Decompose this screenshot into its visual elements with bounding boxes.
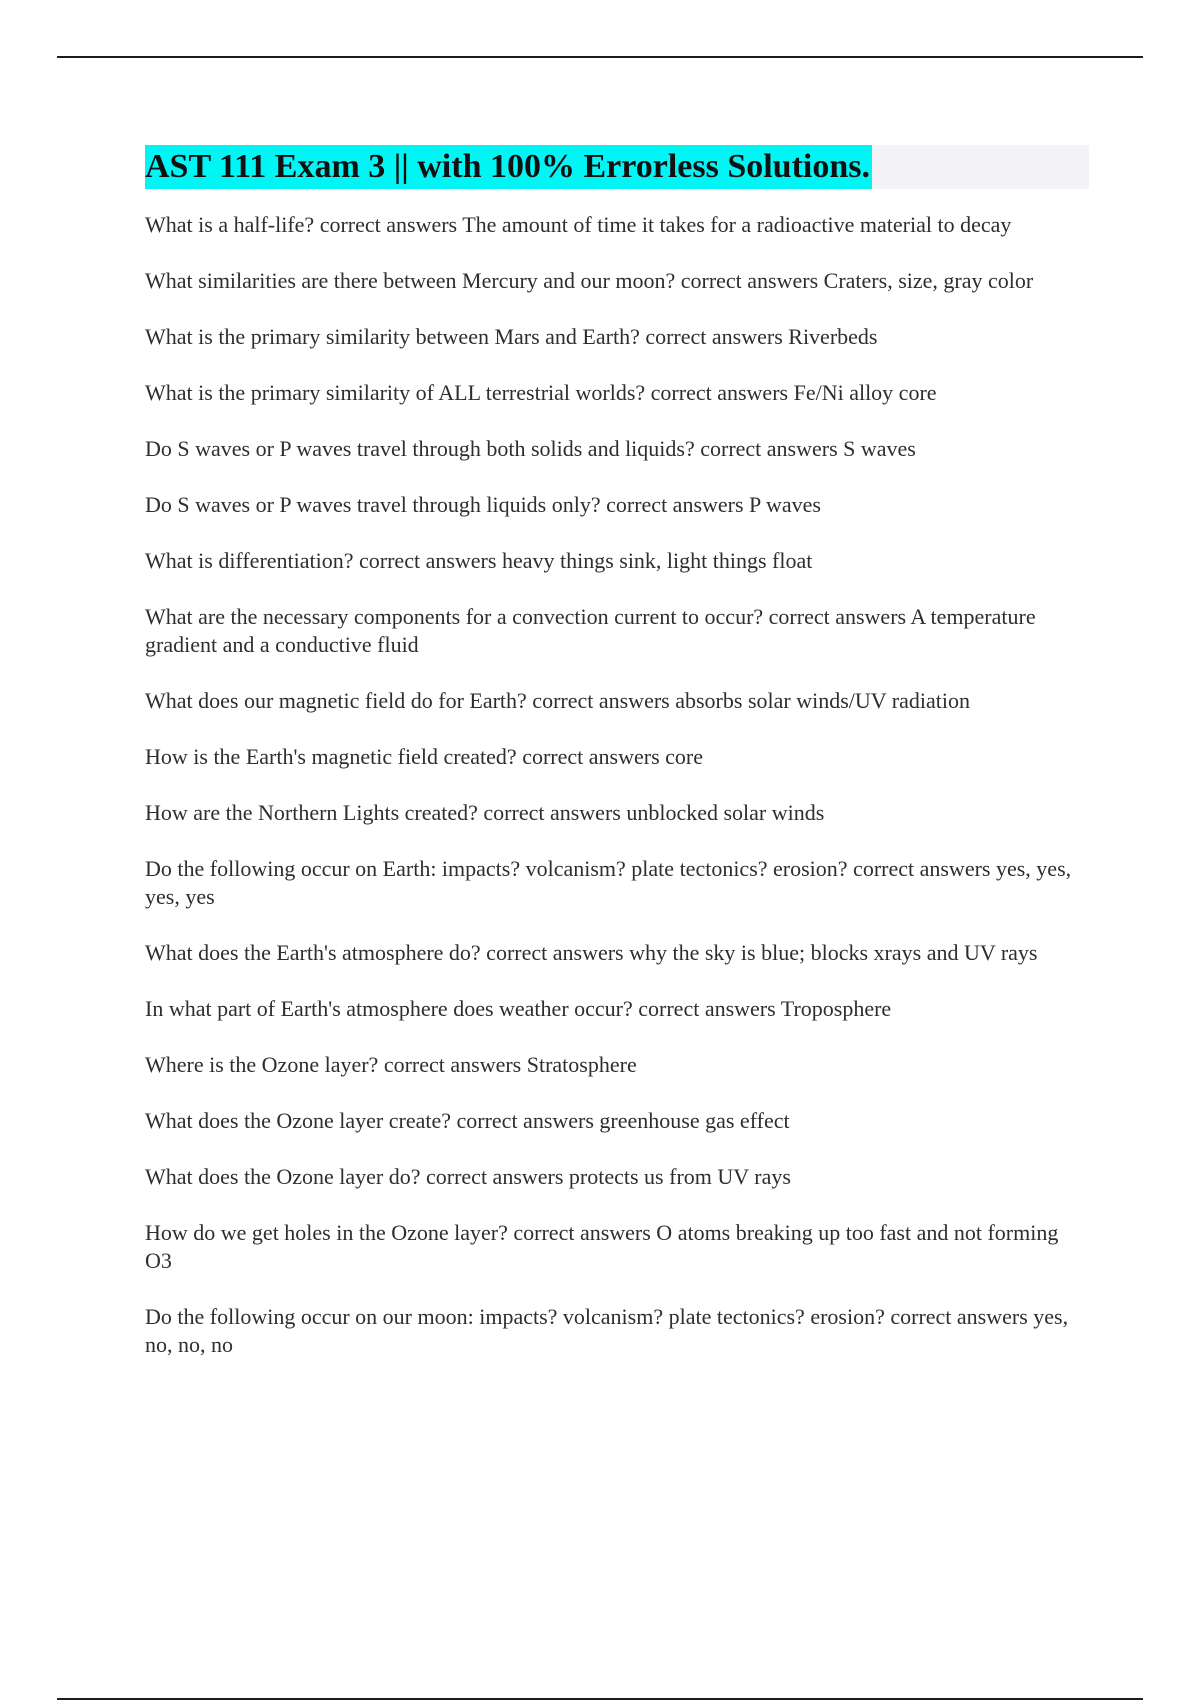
qa-item-3: What is the primary similarity between Mars and Earth? correct answers Riverbeds — [145, 324, 878, 349]
qa-item-11: How are the Northern Lights created? correct answers unblocked solar winds — [145, 800, 825, 825]
qa-item-4: What is the primary similarity of ALL terrestrial worlds? correct answers Fe/Ni alloy core — [145, 380, 937, 405]
qa-item-8: What are the necessary components for a convection current to occur? correct answers A temperature gradient and a conductive fluid — [145, 604, 1036, 657]
document-title: AST 111 Exam 3 || with 100% Errorless Solutions. — [145, 145, 872, 189]
qa-item-19: Do the following occur on our moon: impacts? volcanism? plate tectonics? erosion? correct answers yes, no, no, no — [145, 1304, 1069, 1357]
qa-item-16: What does the Ozone layer create? correct answers greenhouse gas effect — [145, 1108, 790, 1133]
qa-item-7: What is differentiation? correct answers heavy things sink, light things float — [145, 548, 813, 573]
qa-item-15: Where is the Ozone layer? correct answers Stratosphere — [145, 1052, 637, 1077]
document-body — [145, 145, 1090, 1387]
qa-item-5: Do S waves or P waves travel through both solids and liquids? correct answers S waves — [145, 436, 916, 461]
qa-item-12: Do the following occur on Earth: impacts? volcanism? plate tectonics? erosion? correct answers yes, yes, yes, yes — [145, 856, 1072, 909]
qa-list — [145, 211, 1090, 1359]
qa-item-10: How is the Earth's magnetic field created? correct answers core — [145, 744, 703, 769]
qa-item-14: In what part of Earth's atmosphere does weather occur? correct answers Troposphere — [145, 996, 892, 1021]
qa-item-6: Do S waves or P waves travel through liquids only? correct answers P waves — [145, 492, 821, 517]
qa-item-1: What is a half-life? correct answers The amount of time it takes for a radioactive material to decay — [145, 212, 1012, 237]
qa-item-18: How do we get holes in the Ozone layer? correct answers O atoms breaking up too fast and not forming O3 — [145, 1220, 1059, 1273]
qa-item-2: What similarities are there between Mercury and our moon? correct answers Craters, size, gray color — [145, 268, 1034, 293]
page-top-rule — [57, 56, 1143, 58]
qa-item-17: What does the Ozone layer do? correct answers protects us from UV rays — [145, 1164, 791, 1189]
qa-item-9: What does our magnetic field do for Earth? correct answers absorbs solar winds/UV radiation — [145, 688, 970, 713]
title-band — [145, 145, 1089, 189]
qa-item-13: What does the Earth's atmosphere do? correct answers why the sky is blue; blocks xrays and UV rays — [145, 940, 1038, 965]
